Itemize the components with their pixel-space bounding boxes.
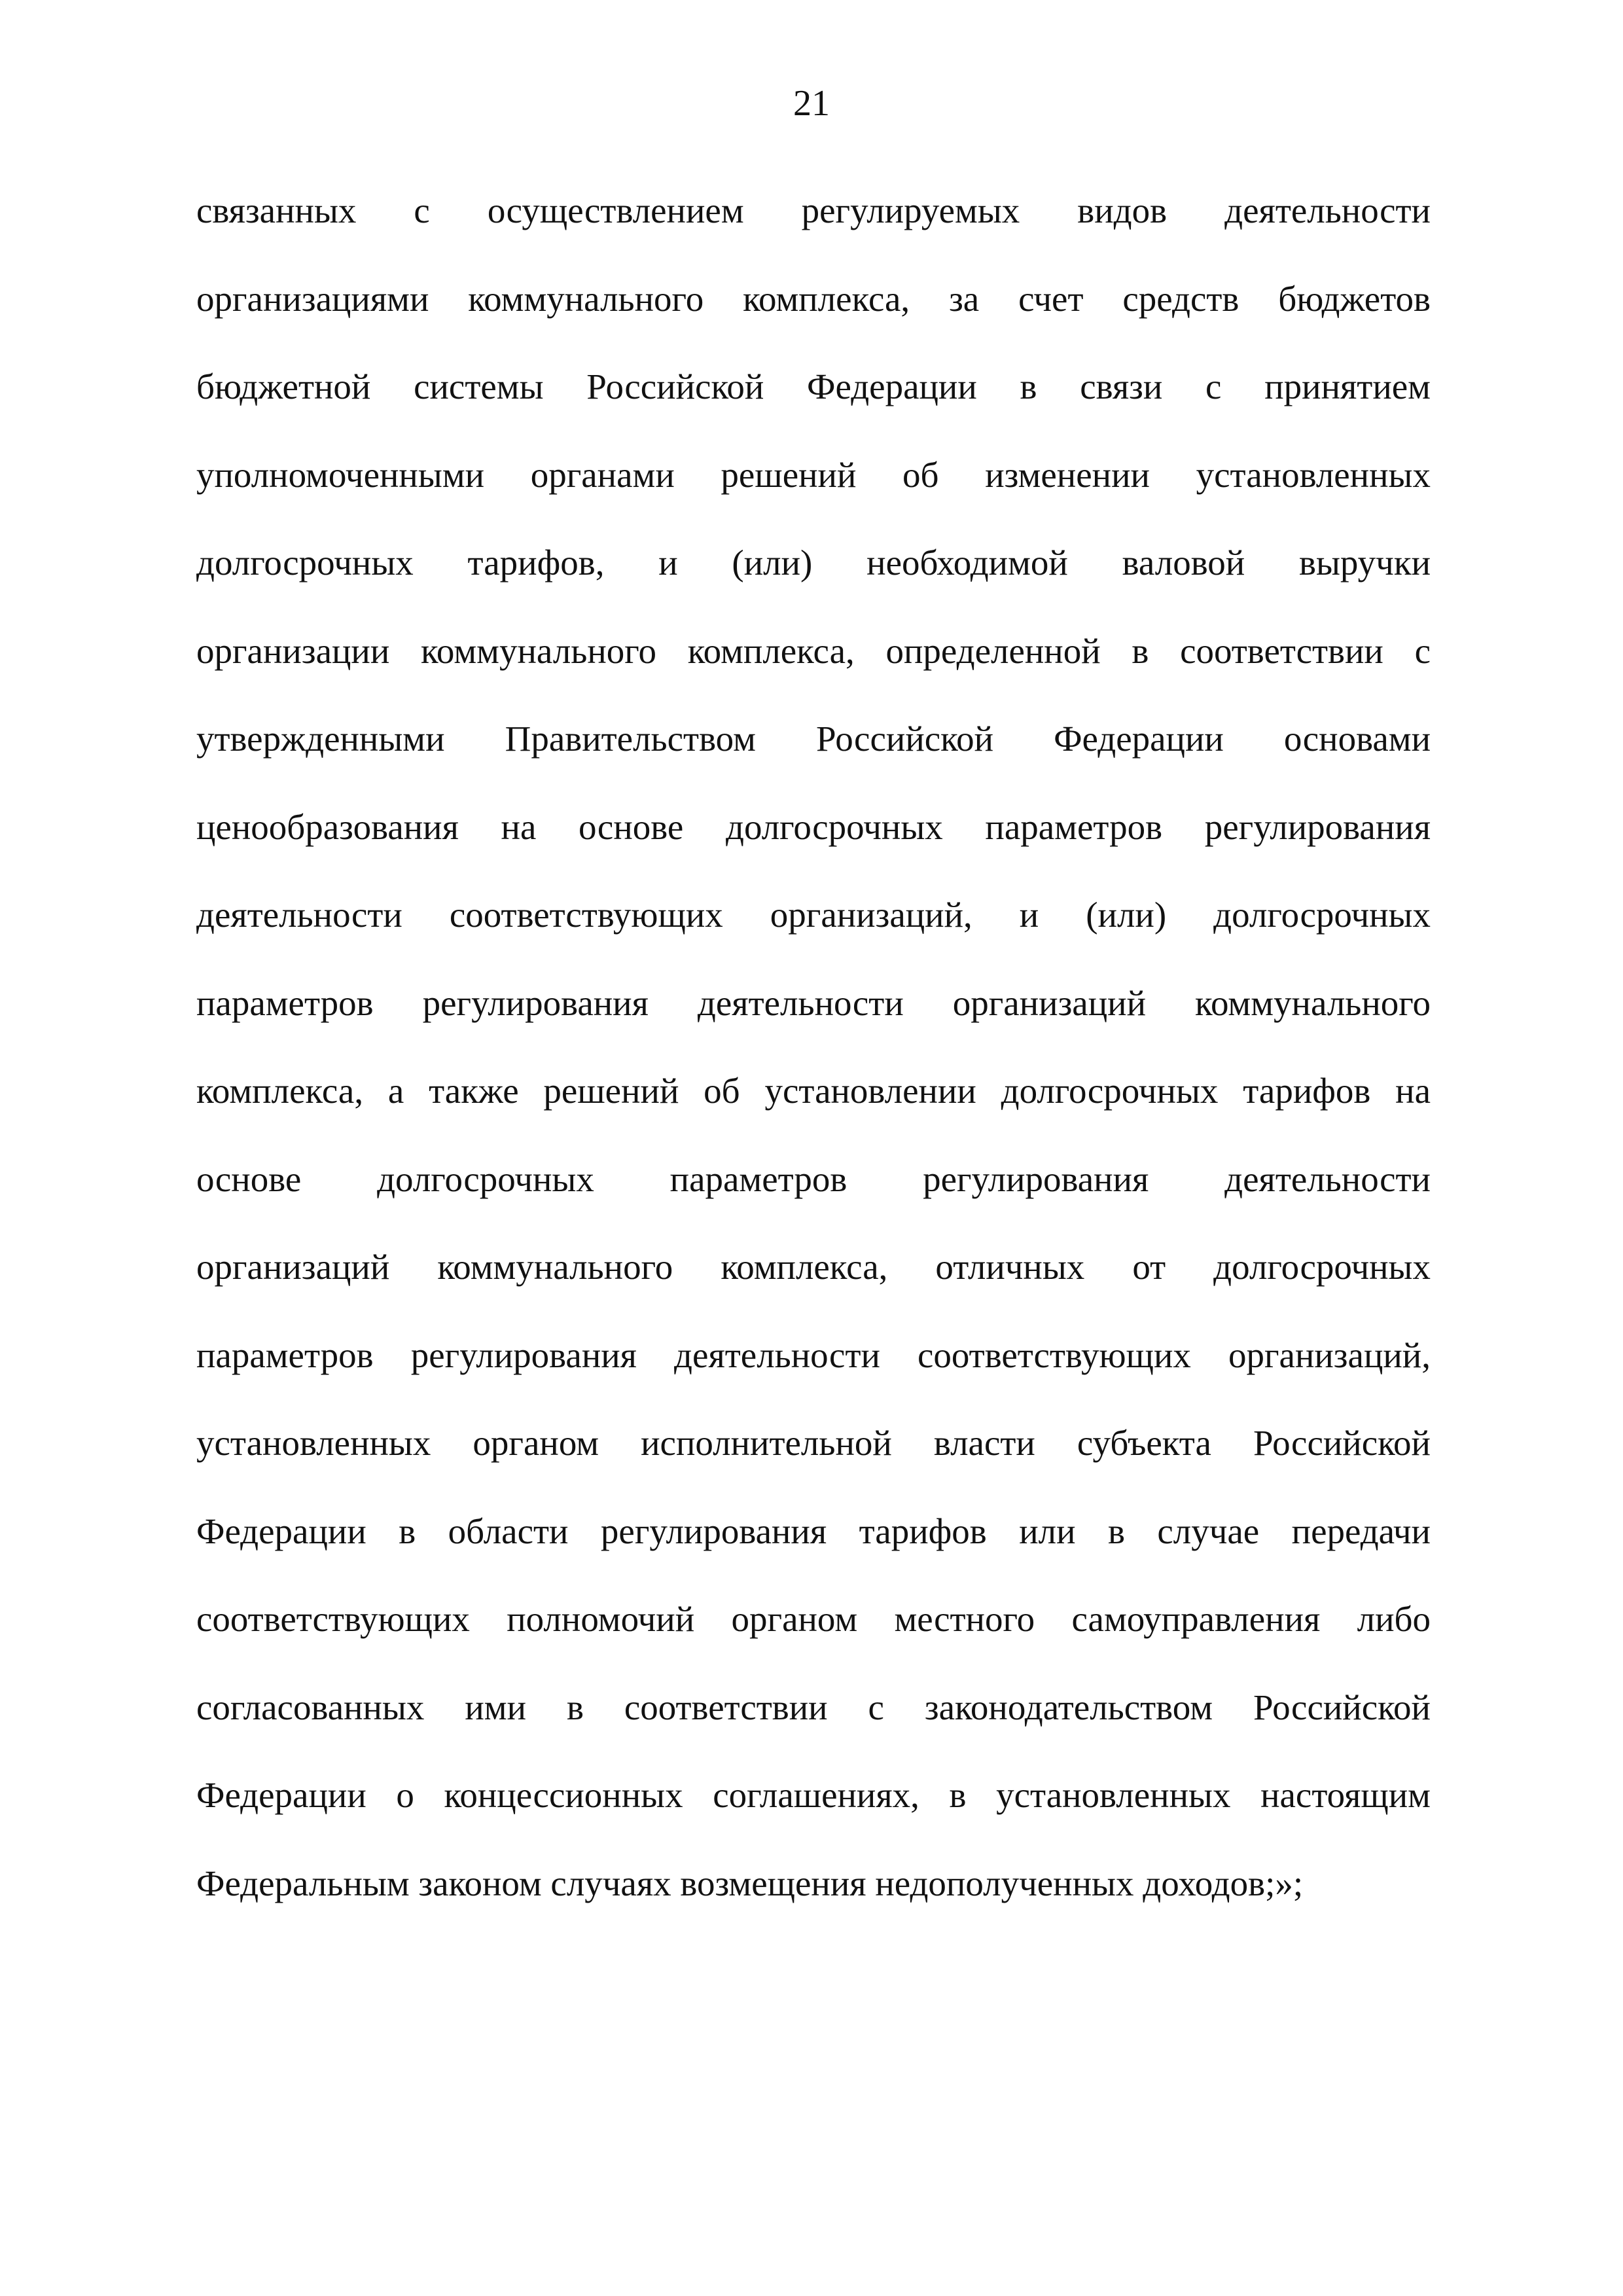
text-line-last: Федеральным законом случаях возмещения недополученных доходов;»; bbox=[196, 1863, 1304, 1903]
text-line: ценообразования на основе долгосрочных параметров регулирования bbox=[196, 806, 1431, 847]
text-line: Федерации в области регулирования тарифов или в случае передачи bbox=[196, 1511, 1431, 1551]
text-line: комплекса, а также решений об установлении долгосрочных тарифов на bbox=[196, 1071, 1431, 1111]
text-line: параметров регулирования деятельности соответствующих организаций, bbox=[196, 1335, 1431, 1375]
text-line: соответствующих полномочий органом местного самоуправления либо bbox=[196, 1599, 1431, 1639]
text-line: основе долгосрочных параметров регулирования деятельности bbox=[196, 1158, 1431, 1199]
text-line: бюджетной системы Российской Федерации в связи с принятием bbox=[196, 367, 1431, 406]
text-line: согласованных ими в соответствии с законодательством Российской bbox=[196, 1687, 1431, 1727]
text-line: уполномоченными органами решений об изменении установленных bbox=[196, 454, 1431, 495]
text-line: установленных органом исполнительной власти субъекта Российской bbox=[196, 1423, 1431, 1463]
text-line: связанных с осуществлением регулируемых видов деятельности bbox=[196, 190, 1431, 230]
text-line: организации коммунального комплекса, определенной в соответствии с bbox=[196, 630, 1431, 671]
text-line: Федерации о концессионных соглашениях, в установленных настоящим bbox=[196, 1775, 1431, 1815]
text-line: утвержденными Правительством Российской Федерации основами bbox=[196, 719, 1431, 759]
text-line: деятельности соответствующих организаций, и (или) долгосрочных bbox=[196, 895, 1431, 935]
text-line: долгосрочных тарифов, и (или) необходимой валовой выручки bbox=[196, 543, 1431, 583]
text-line: организаций коммунального комплекса, отличных от долгосрочных bbox=[196, 1247, 1431, 1287]
text-line: организациями коммунального комплекса, за счет средств бюджетов bbox=[196, 278, 1431, 319]
text-line: параметров регулирования деятельности организаций коммунального bbox=[196, 982, 1431, 1023]
body-text bbox=[196, 167, 1431, 1928]
page-number: 21 bbox=[793, 83, 830, 124]
